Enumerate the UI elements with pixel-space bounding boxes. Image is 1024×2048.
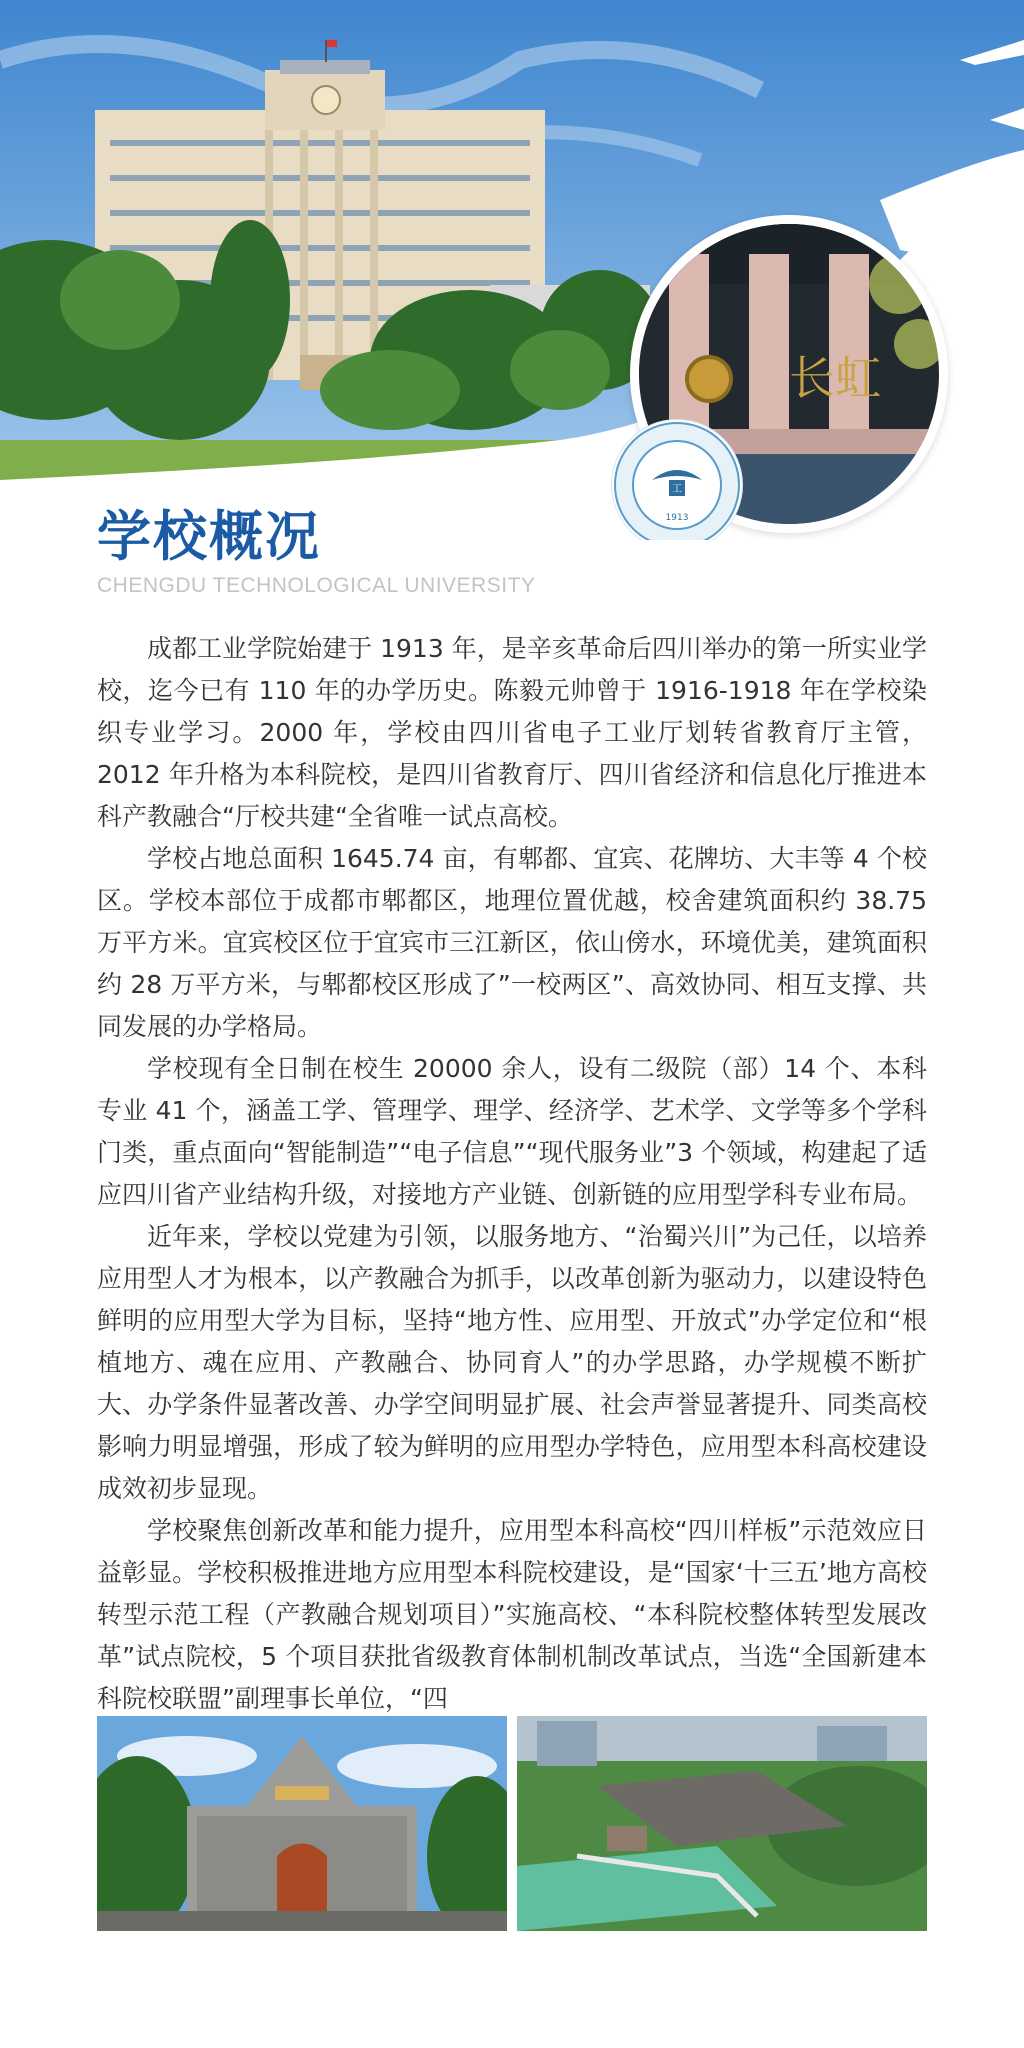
paragraph-history: 成都工业学院始建于 1913 年，是辛亥革命后四川举办的第一所实业学校，迄今已有 110 年的办学历史。陈毅元帅曾于 1916-1918 年在学校染织专业学习。2000 年，学校由四川省电子工业厅划转省教育厅主管，2012 年升格为本科院校，是四川省教育厅、四川省经济和信息化厅推进本科产教融合“厅校共建“全省唯一试点高校。 bbox=[97, 634, 927, 831]
svg-text:工: 工 bbox=[672, 484, 682, 495]
overview-body bbox=[97, 628, 927, 1720]
svg-text:长虹: 长虹 bbox=[789, 351, 881, 405]
seal-year: 1913 bbox=[665, 513, 689, 523]
university-seal-logo bbox=[612, 420, 742, 540]
historic-gate-photo bbox=[97, 1716, 507, 1931]
hero-banner bbox=[0, 0, 1024, 540]
paragraph-reform: 学校聚焦创新改革和能力提升，应用型本科高校“四川样板”示范效应日益彰显。学校积极推进地方应用型本科院校建设，是“国家‘十三五’地方高校转型示范工程（产教融合规划项目）”实施高校、“本科院校整体转型发展改革”试点院校，5 个项目获批省级教育体制机制改革试点，当选“全国新建本科院校联盟”副理事长单位，“四 bbox=[97, 1516, 927, 1713]
paragraph-development: 近年来，学校以党建为引领，以服务地方、“治蜀兴川”为己任，以培养应用型人才为根本，以产教融合为抓手，以改革创新为驱动力，以建设特色鲜明的应用型大学为目标，坚持“地方性、应用型、开放式”办学定位和“根植地方、魂在应用、产教融合、协同育人”的办学思路，办学规模不断扩大、办学条件显著改善、办学空间明显扩展、社会声誉显著提升、同类高校影响力明显增强，形成了较为鲜明的应用型办学特色，应用型本科高校建设成效初步显现。 bbox=[97, 1222, 927, 1503]
section-subtitle: CHENGDU TECHNOLOGICAL UNIVERSITY bbox=[97, 574, 536, 597]
paragraph-students: 学校现有全日制在校生 20000 余人，设有二级院（部）14 个、本科专业 41 个，涵盖工学、管理学、理学、经济学、艺术学、文学等多个学科门类，重点面向“智能制造”“电子信息”“现代服务业”3 个领域，构建起了适应四川省产业结构升级，对接地方产业链、创新链的应用型学科专业布局。 bbox=[97, 1054, 927, 1209]
section-title: 学校概况 bbox=[97, 505, 321, 568]
campus-pond-aerial-photo bbox=[517, 1716, 927, 1931]
paragraph-campus: 学校占地总面积 1645.74 亩，有郫都、宜宾、花牌坊、大丰等 4 个校区。学校本部位于成都市郫都区，地理位置优越，校舍建筑面积约 38.75 万平方米。宜宾校区位于宜宾市三江新区，依山傍水，环境优美，建筑面积约 28 万平方米，与郫都校区形成了”一校两区”、高效协同、相互支撑、共同发展的办学格局。 bbox=[97, 844, 927, 1041]
section-heading bbox=[97, 505, 536, 598]
